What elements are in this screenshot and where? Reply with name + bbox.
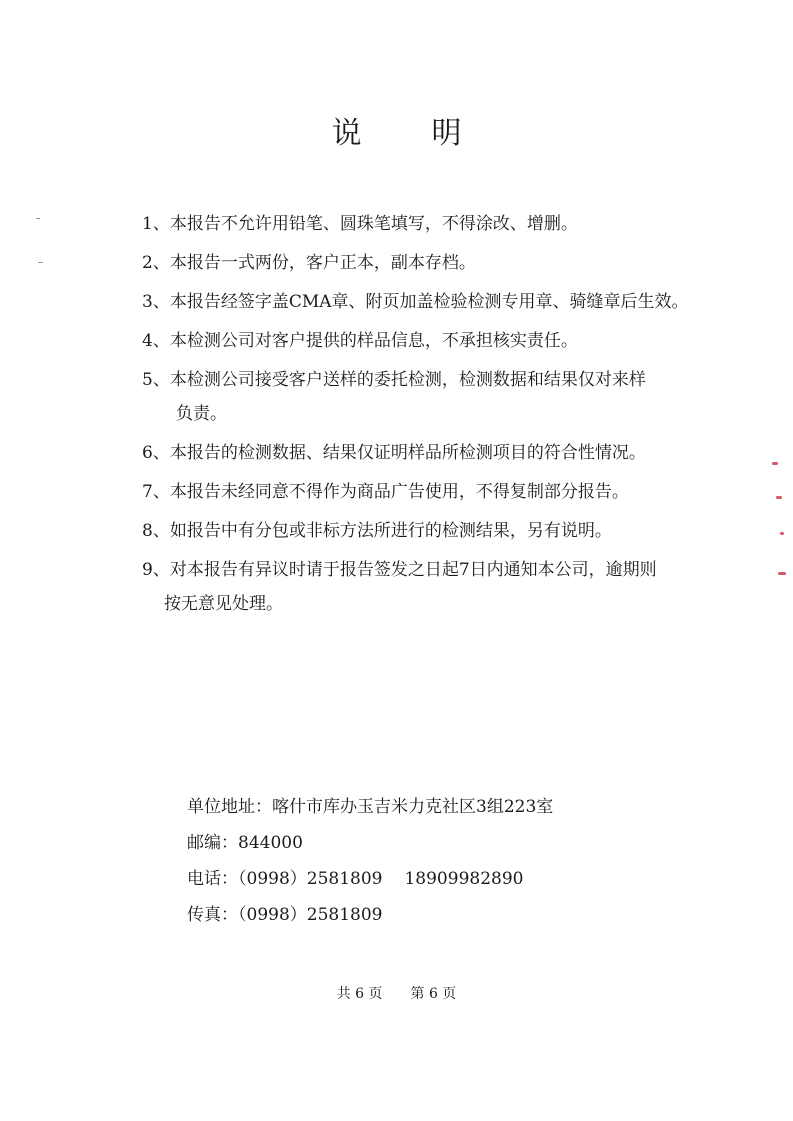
note-item [142,246,742,280]
address-line: 单位地址：喀什市库办玉吉米力克社区3组223室 [187,797,554,817]
scan-mark [36,218,40,219]
note-item [142,285,742,319]
note-continuation: 负责。 [176,404,227,424]
contact-block [187,789,553,933]
note-item [142,514,742,548]
note-text: 5、本检测公司接受客户送样的委托检测，检测数据和结果仅对来样 [142,370,646,390]
note-text: 7、本报告未经同意不得作为商品广告使用，不得复制部分报告。 [142,482,629,502]
note-item [142,324,742,358]
fax-line: 传真：（0998）2581809 [187,905,383,925]
note-item [142,475,742,509]
note-item [142,553,742,621]
note-item [142,363,742,431]
note-text: 8、如报告中有分包或非标方法所进行的检测结果，另有说明。 [142,521,612,541]
seal-fragment [776,496,782,499]
page-title [0,108,793,152]
note-text: 6、本报告的检测数据、结果仅证明样品所检测项目的符合性情况。 [142,443,646,463]
note-text: 4、本检测公司对客户提供的样品信息，不承担核实责任。 [142,331,578,351]
seal-fragment [778,572,786,575]
note-text: 2、本报告一式两份，客户正本，副本存档。 [142,253,476,273]
phone-text: 电话：（0998）2581809 [187,869,383,889]
page-footer [0,983,793,1003]
notes-list [142,207,742,626]
postcode-line: 邮编：844000 [187,833,303,853]
note-item [142,207,742,241]
note-text: 3、本报告经签字盖CMA章、附页加盖检验检测专用章、骑缝章后生效。 [142,292,689,312]
scan-mark [38,262,43,263]
note-item [142,436,742,470]
seal-fragment [772,462,778,465]
title-char-left: 说 [331,116,362,151]
note-continuation: 按无意见处理。 [164,594,283,614]
seal-fragment [780,532,784,535]
phone-line [187,861,553,897]
mobile-phone-text: 18909982890 [404,869,524,889]
total-pages: 共 6 页 [336,986,383,1002]
current-page: 第 6 页 [410,986,457,1002]
title-char-right: 明 [431,116,462,151]
note-text: 1、本报告不允许用铅笔、圆珠笔填写，不得涂改、增删。 [142,214,578,234]
note-text: 9、对本报告有异议时请于报告签发之日起7日内通知本公司，逾期则 [142,560,657,580]
